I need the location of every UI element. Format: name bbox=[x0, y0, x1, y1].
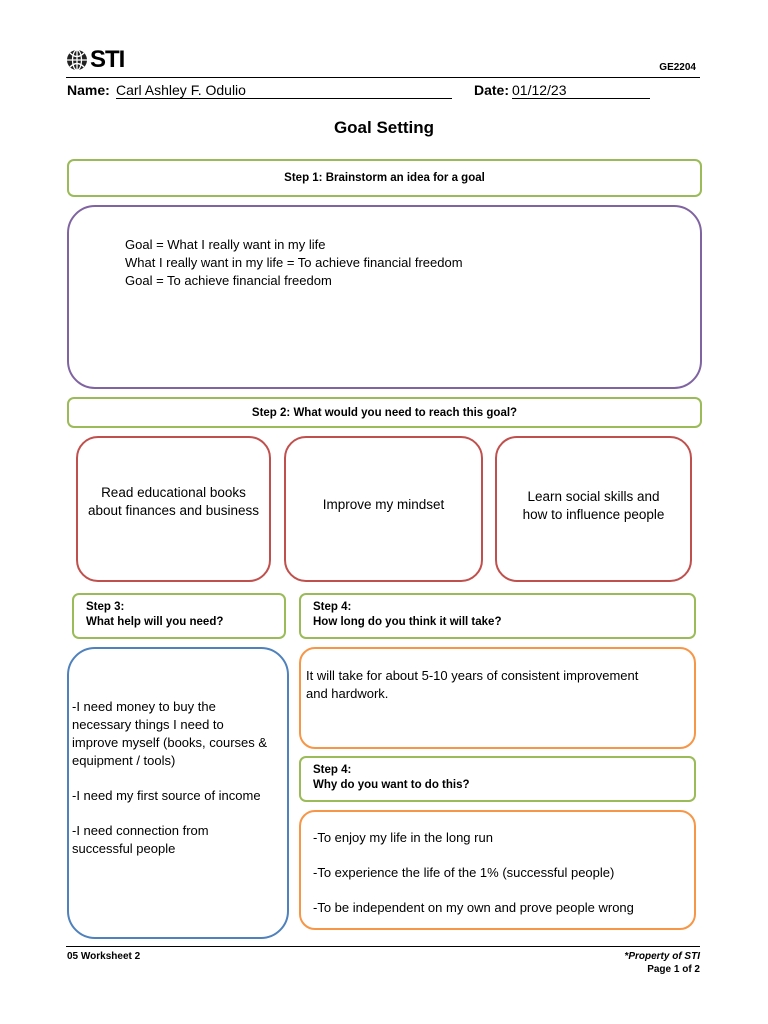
step2-item-books bbox=[76, 436, 271, 582]
step1-answer-box bbox=[67, 205, 702, 389]
step3-line: successful people bbox=[72, 841, 176, 856]
step3-line: -I need money to buy the bbox=[72, 699, 216, 714]
step4-duration-question: How long do you think it will take? bbox=[313, 616, 502, 628]
logo-text: STI bbox=[90, 46, 125, 73]
step4-title: Step 4: bbox=[313, 764, 352, 776]
footer-divider bbox=[66, 946, 700, 947]
step1-line: What I really want in my life = To achieve financial freedom bbox=[125, 255, 463, 270]
step4-duration-header bbox=[299, 593, 696, 639]
step2-item-text: Improve my mindset bbox=[322, 497, 445, 512]
step4-duration-line: and hardwork. bbox=[306, 686, 389, 701]
sti-logo bbox=[66, 44, 146, 76]
page-title: Goal Setting bbox=[333, 118, 435, 137]
step1-label: Step 1: Brainstorm an idea for a goal bbox=[284, 172, 485, 184]
step4-duration-answer-box bbox=[299, 647, 696, 749]
step4-reason-question: Why do you want to do this? bbox=[313, 779, 470, 791]
step4-reason-line: -To enjoy my life in the long run bbox=[313, 830, 493, 845]
globe-icon bbox=[66, 49, 88, 71]
page-number: Page 1 of 2 bbox=[647, 964, 700, 975]
step2-item-mindset bbox=[284, 436, 483, 582]
step4-title: Step 4: bbox=[313, 601, 352, 613]
property-label: *Property of STI bbox=[624, 951, 700, 962]
step3-line: -I need my first source of income bbox=[72, 788, 261, 803]
step1-line: Goal = What I really want in my life bbox=[125, 237, 326, 252]
step3-line: necessary things I need to bbox=[72, 717, 224, 732]
step4-reason-answer-box bbox=[299, 810, 696, 930]
step2-label: Step 2: What would you need to reach this goal? bbox=[251, 406, 518, 419]
step2-item-social bbox=[495, 436, 692, 582]
step4-reason-line: -To experience the life of the 1% (successful people) bbox=[313, 865, 615, 880]
name-label: Name: bbox=[67, 82, 110, 98]
step2-item-text: Read educational books about finances and business bbox=[87, 485, 260, 518]
step3-line: equipment / tools) bbox=[72, 753, 176, 768]
step1-header bbox=[67, 159, 702, 197]
step3-line: -I need connection from bbox=[72, 823, 209, 838]
step4-duration-line: It will take for about 5-10 years of consistent improvement bbox=[306, 668, 639, 683]
step4-reason-line: -To be independent on my own and prove people wrong bbox=[313, 900, 634, 915]
header-divider bbox=[66, 77, 700, 78]
step3-answer-box bbox=[67, 647, 289, 939]
step2-header bbox=[67, 397, 702, 428]
step3-header bbox=[72, 593, 286, 639]
step3-title: Step 3: bbox=[86, 601, 125, 613]
step3-question: What help will you need? bbox=[86, 616, 224, 628]
step4-reason-header bbox=[299, 756, 696, 802]
worksheet-label: 05 Worksheet 2 bbox=[67, 951, 141, 962]
step2-item-text: Learn social skills and how to influence people bbox=[522, 489, 665, 522]
date-label: Date: bbox=[474, 82, 510, 98]
name-field: Carl Ashley F. Odulio bbox=[116, 82, 452, 99]
date-field: 01/12/23 bbox=[512, 82, 650, 99]
course-code: GE2204 bbox=[659, 62, 696, 73]
step3-line: improve myself (books, courses & bbox=[72, 735, 268, 750]
step1-line: Goal = To achieve financial freedom bbox=[125, 273, 332, 288]
